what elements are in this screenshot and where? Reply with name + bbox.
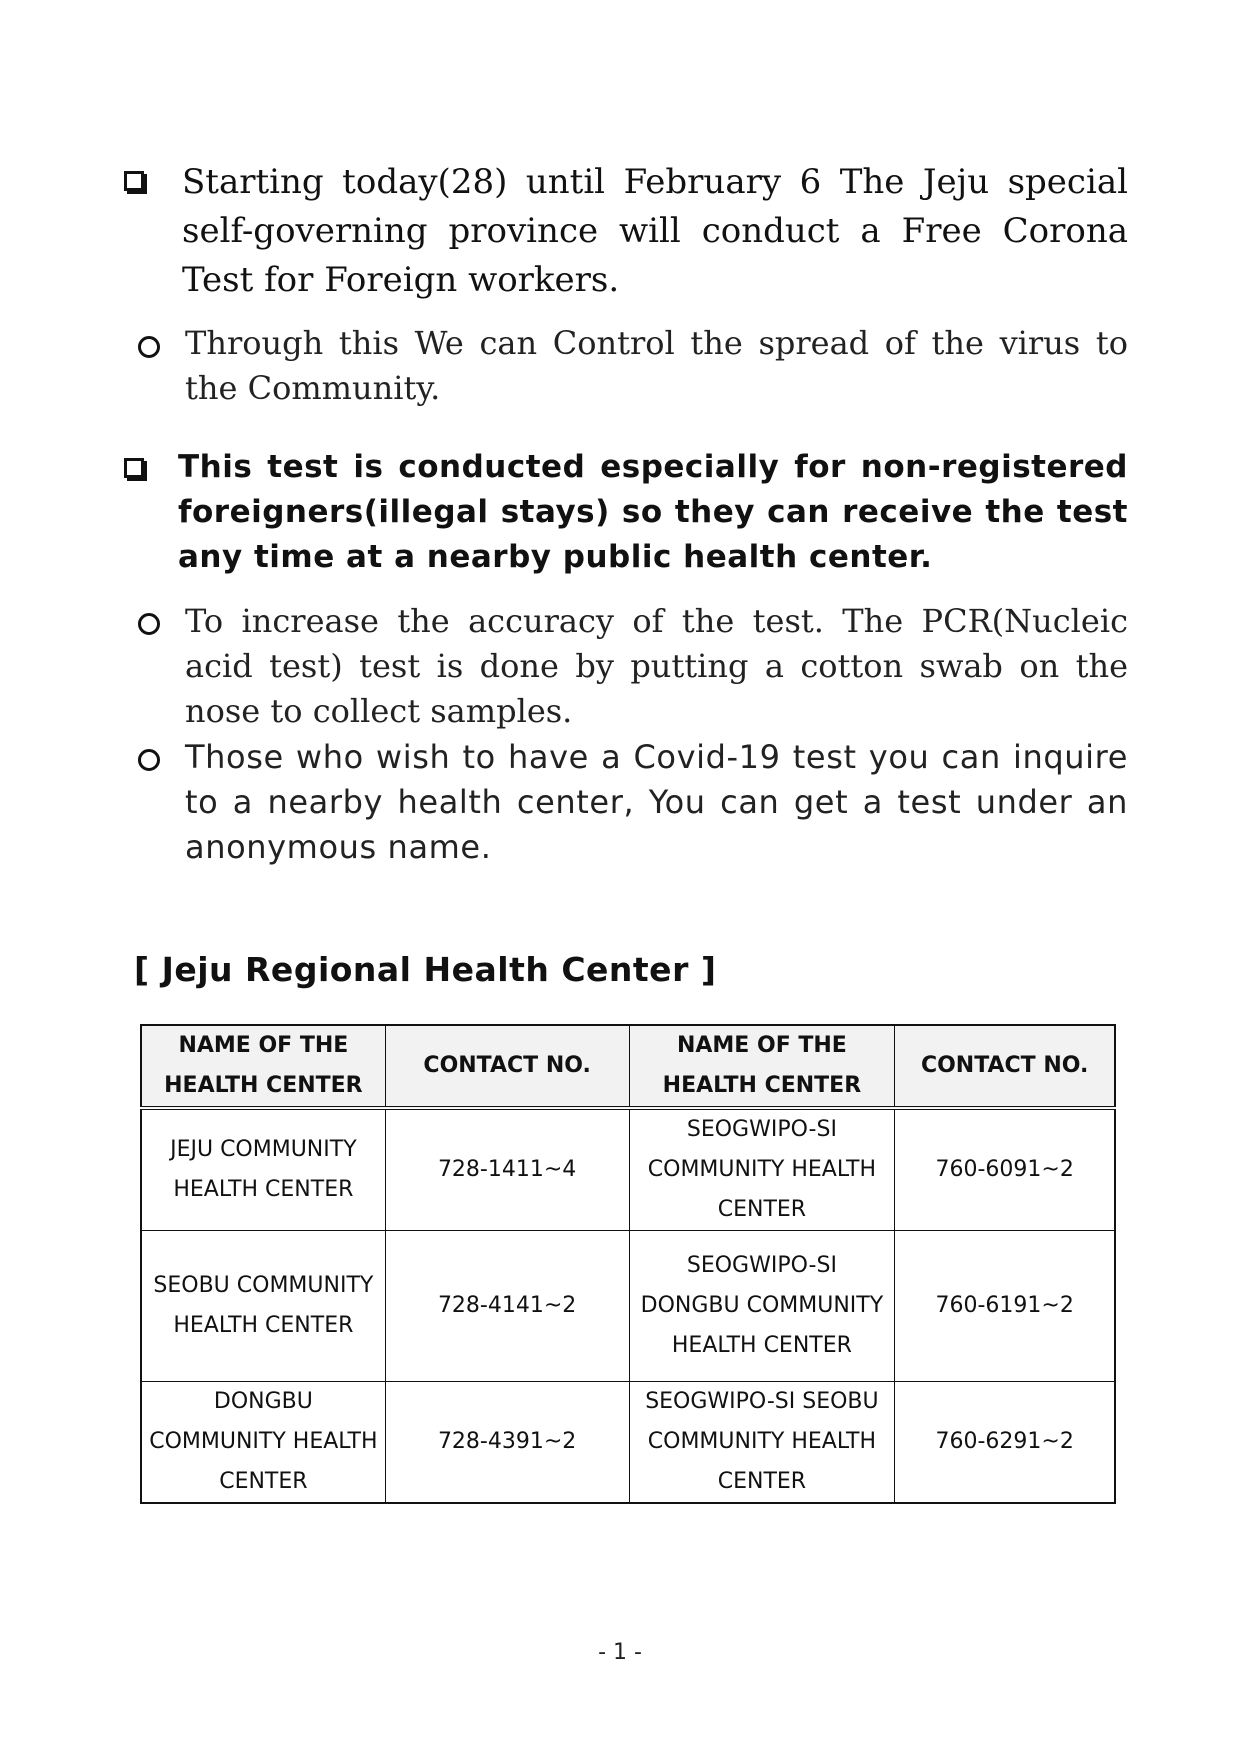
contact-number: 728-1411~4	[385, 1108, 629, 1231]
contact-number: 760-6091~2	[895, 1108, 1115, 1231]
health-center-contact-table	[140, 1024, 1116, 1504]
health-center-name: SEOBU COMMUNITY HEALTH CENTER	[141, 1231, 385, 1382]
table-row	[141, 1108, 1115, 1231]
circle-bullet-icon	[138, 613, 160, 635]
square-bullet-icon	[124, 171, 144, 191]
contact-number: 760-6191~2	[895, 1231, 1115, 1382]
paragraph-anonymous-test: Those who wish to have a Covid-19 test you can inquire to a nearby health center, You can get a test under an anonymous name.	[185, 738, 1128, 866]
contact-number: 728-4391~2	[385, 1382, 629, 1504]
health-center-name: SEOGWIPO-SI COMMUNITY HEALTH CENTER	[629, 1108, 895, 1231]
circle-bullet-icon	[138, 336, 160, 358]
circle-bullet-icon	[138, 749, 160, 771]
table-row	[141, 1231, 1115, 1382]
page-number: - 1 -	[598, 1640, 642, 1665]
contact-number: 760-6291~2	[895, 1382, 1115, 1504]
paragraph-pcr-accuracy: To increase the accuracy of the test. The PCR(Nucleic acid test) test is done by putting a cotton swab on the nose to collect samples.	[185, 602, 1128, 730]
health-center-name: JEJU COMMUNITY HEALTH CENTER	[141, 1108, 385, 1231]
health-center-name: DONGBU COMMUNITY HEALTH CENTER	[141, 1382, 385, 1504]
health-center-name: SEOGWIPO-SI DONGBU COMMUNITY HEALTH CENTER	[629, 1231, 895, 1382]
square-bullet-icon	[124, 458, 144, 478]
health-center-name: SEOGWIPO-SI SEOBU COMMUNITY HEALTH CENTER	[629, 1382, 895, 1504]
section-title: [ Jeju Regional Health Center ]	[134, 950, 717, 989]
paragraph-free-test-announcement: Starting today(28) until February 6 The Jeju special self-governing province will conduct a Free Corona Test for Foreign workers.	[182, 162, 1128, 300]
header-name-of-health-center: NAME OF THE HEALTH CENTER	[141, 1025, 385, 1108]
paragraph-virus-control: Through this We can Control the spread of the virus to the Community.	[185, 324, 1128, 407]
table-header-row	[141, 1025, 1115, 1108]
paragraph-non-registered-foreigners: This test is conducted especially for non-registered foreigners(illegal stays) so they can receive the test any time at a nearby public health center.	[178, 449, 1128, 575]
contact-number: 728-4141~2	[385, 1231, 629, 1382]
header-name-of-health-center: NAME OF THE HEALTH CENTER	[629, 1025, 895, 1108]
header-contact-no: CONTACT NO.	[895, 1025, 1115, 1108]
header-contact-no: CONTACT NO.	[385, 1025, 629, 1108]
table-row	[141, 1382, 1115, 1504]
